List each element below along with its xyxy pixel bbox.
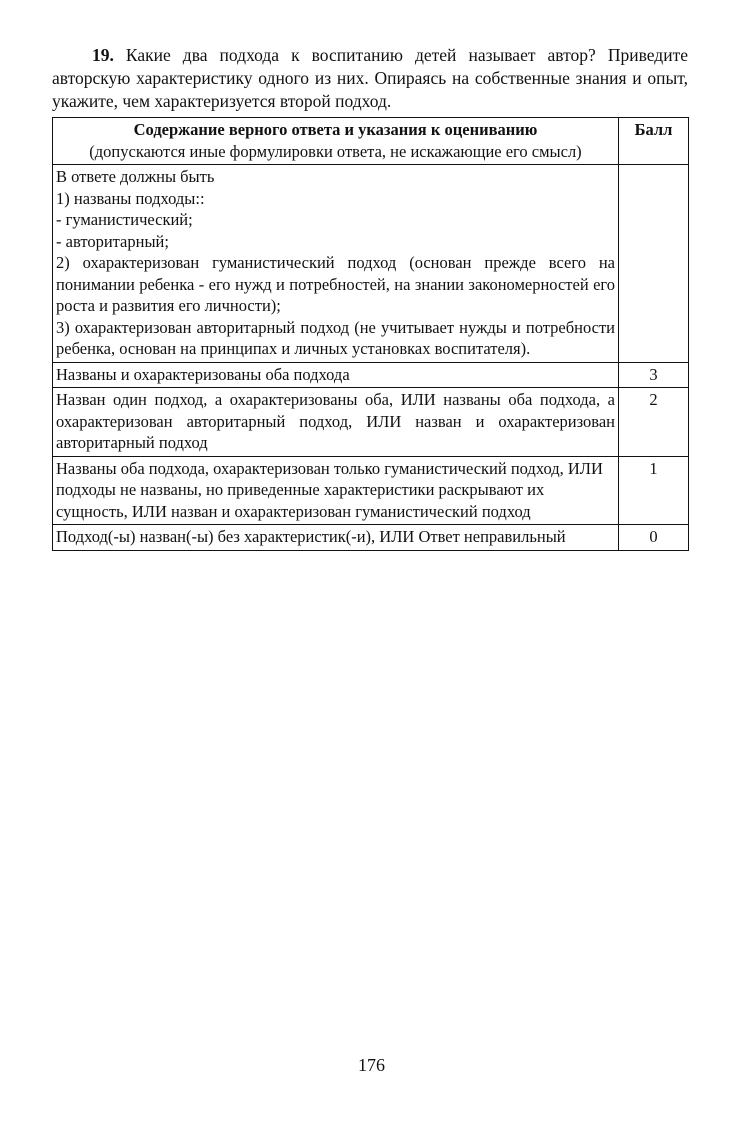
criterion-score: 0 — [619, 525, 689, 551]
answer-line: - гуманистический; — [56, 210, 193, 229]
answer-score-cell — [619, 165, 689, 363]
grading-table — [52, 117, 689, 551]
criterion-row — [53, 456, 689, 525]
criterion-row — [53, 525, 689, 551]
answer-line: 3) охарактеризован авторитарный подход (не учитывает нужды и потребности ребенка, основан на принципах и личных установках воспитателя). — [56, 317, 615, 358]
table-header-row — [53, 118, 689, 165]
criterion-text: Названы оба подхода, охарактеризован только гуманистический подход, ИЛИ подходы не названы, но приведенные характеристики раскрывают их сущность, ИЛИ назван и охарактеризован гуманистический подход — [53, 456, 619, 525]
question-body: Какие два подхода к воспитанию детей называет автор? Приведите авторскую характеристику одного из них. Опираясь на собственные знания и опыт, укажите, чем характеризуется второй подход. — [52, 45, 688, 111]
header-score-cell: Балл — [619, 118, 689, 165]
criterion-score: 1 — [619, 456, 689, 525]
page-number: 176 — [358, 1055, 385, 1075]
criterion-text: Назван один подход, а охарактеризованы оба, ИЛИ названы оба подхода, а охарактеризован авторитарный подход, ИЛИ назван и охарактеризован авторитарный подход — [53, 388, 619, 457]
answer-line: В ответе должны быть — [56, 167, 215, 186]
criterion-text: Подход(-ы) назван(-ы) без характеристик(-и), ИЛИ Ответ неправильный — [53, 525, 619, 551]
question-number: 19. — [92, 45, 114, 65]
criterion-score: 3 — [619, 362, 689, 388]
answer-line: - авторитарный; — [56, 231, 169, 251]
criterion-score: 2 — [619, 388, 689, 457]
answer-row — [53, 165, 689, 363]
criterion-row — [53, 388, 689, 457]
answer-line: 1) названы подходы:: — [56, 188, 205, 208]
question-text — [52, 44, 688, 113]
header-content-cell — [53, 118, 619, 165]
header-content-title: Содержание верного ответа и указания к оцениванию — [133, 120, 538, 139]
header-content-note: (допускаются иные формулировки ответа, не искажающие его смысл) — [89, 141, 582, 161]
criterion-row — [53, 362, 689, 388]
criterion-text: Названы и охарактеризованы оба подхода — [53, 362, 619, 388]
answer-line: 2) охарактеризован гуманистический подход (основан прежде всего на понимании ребенка - его нужд и потребностей, на знании закономерностей его роста и развития его личности); — [56, 253, 615, 315]
answer-content-cell — [53, 165, 619, 363]
